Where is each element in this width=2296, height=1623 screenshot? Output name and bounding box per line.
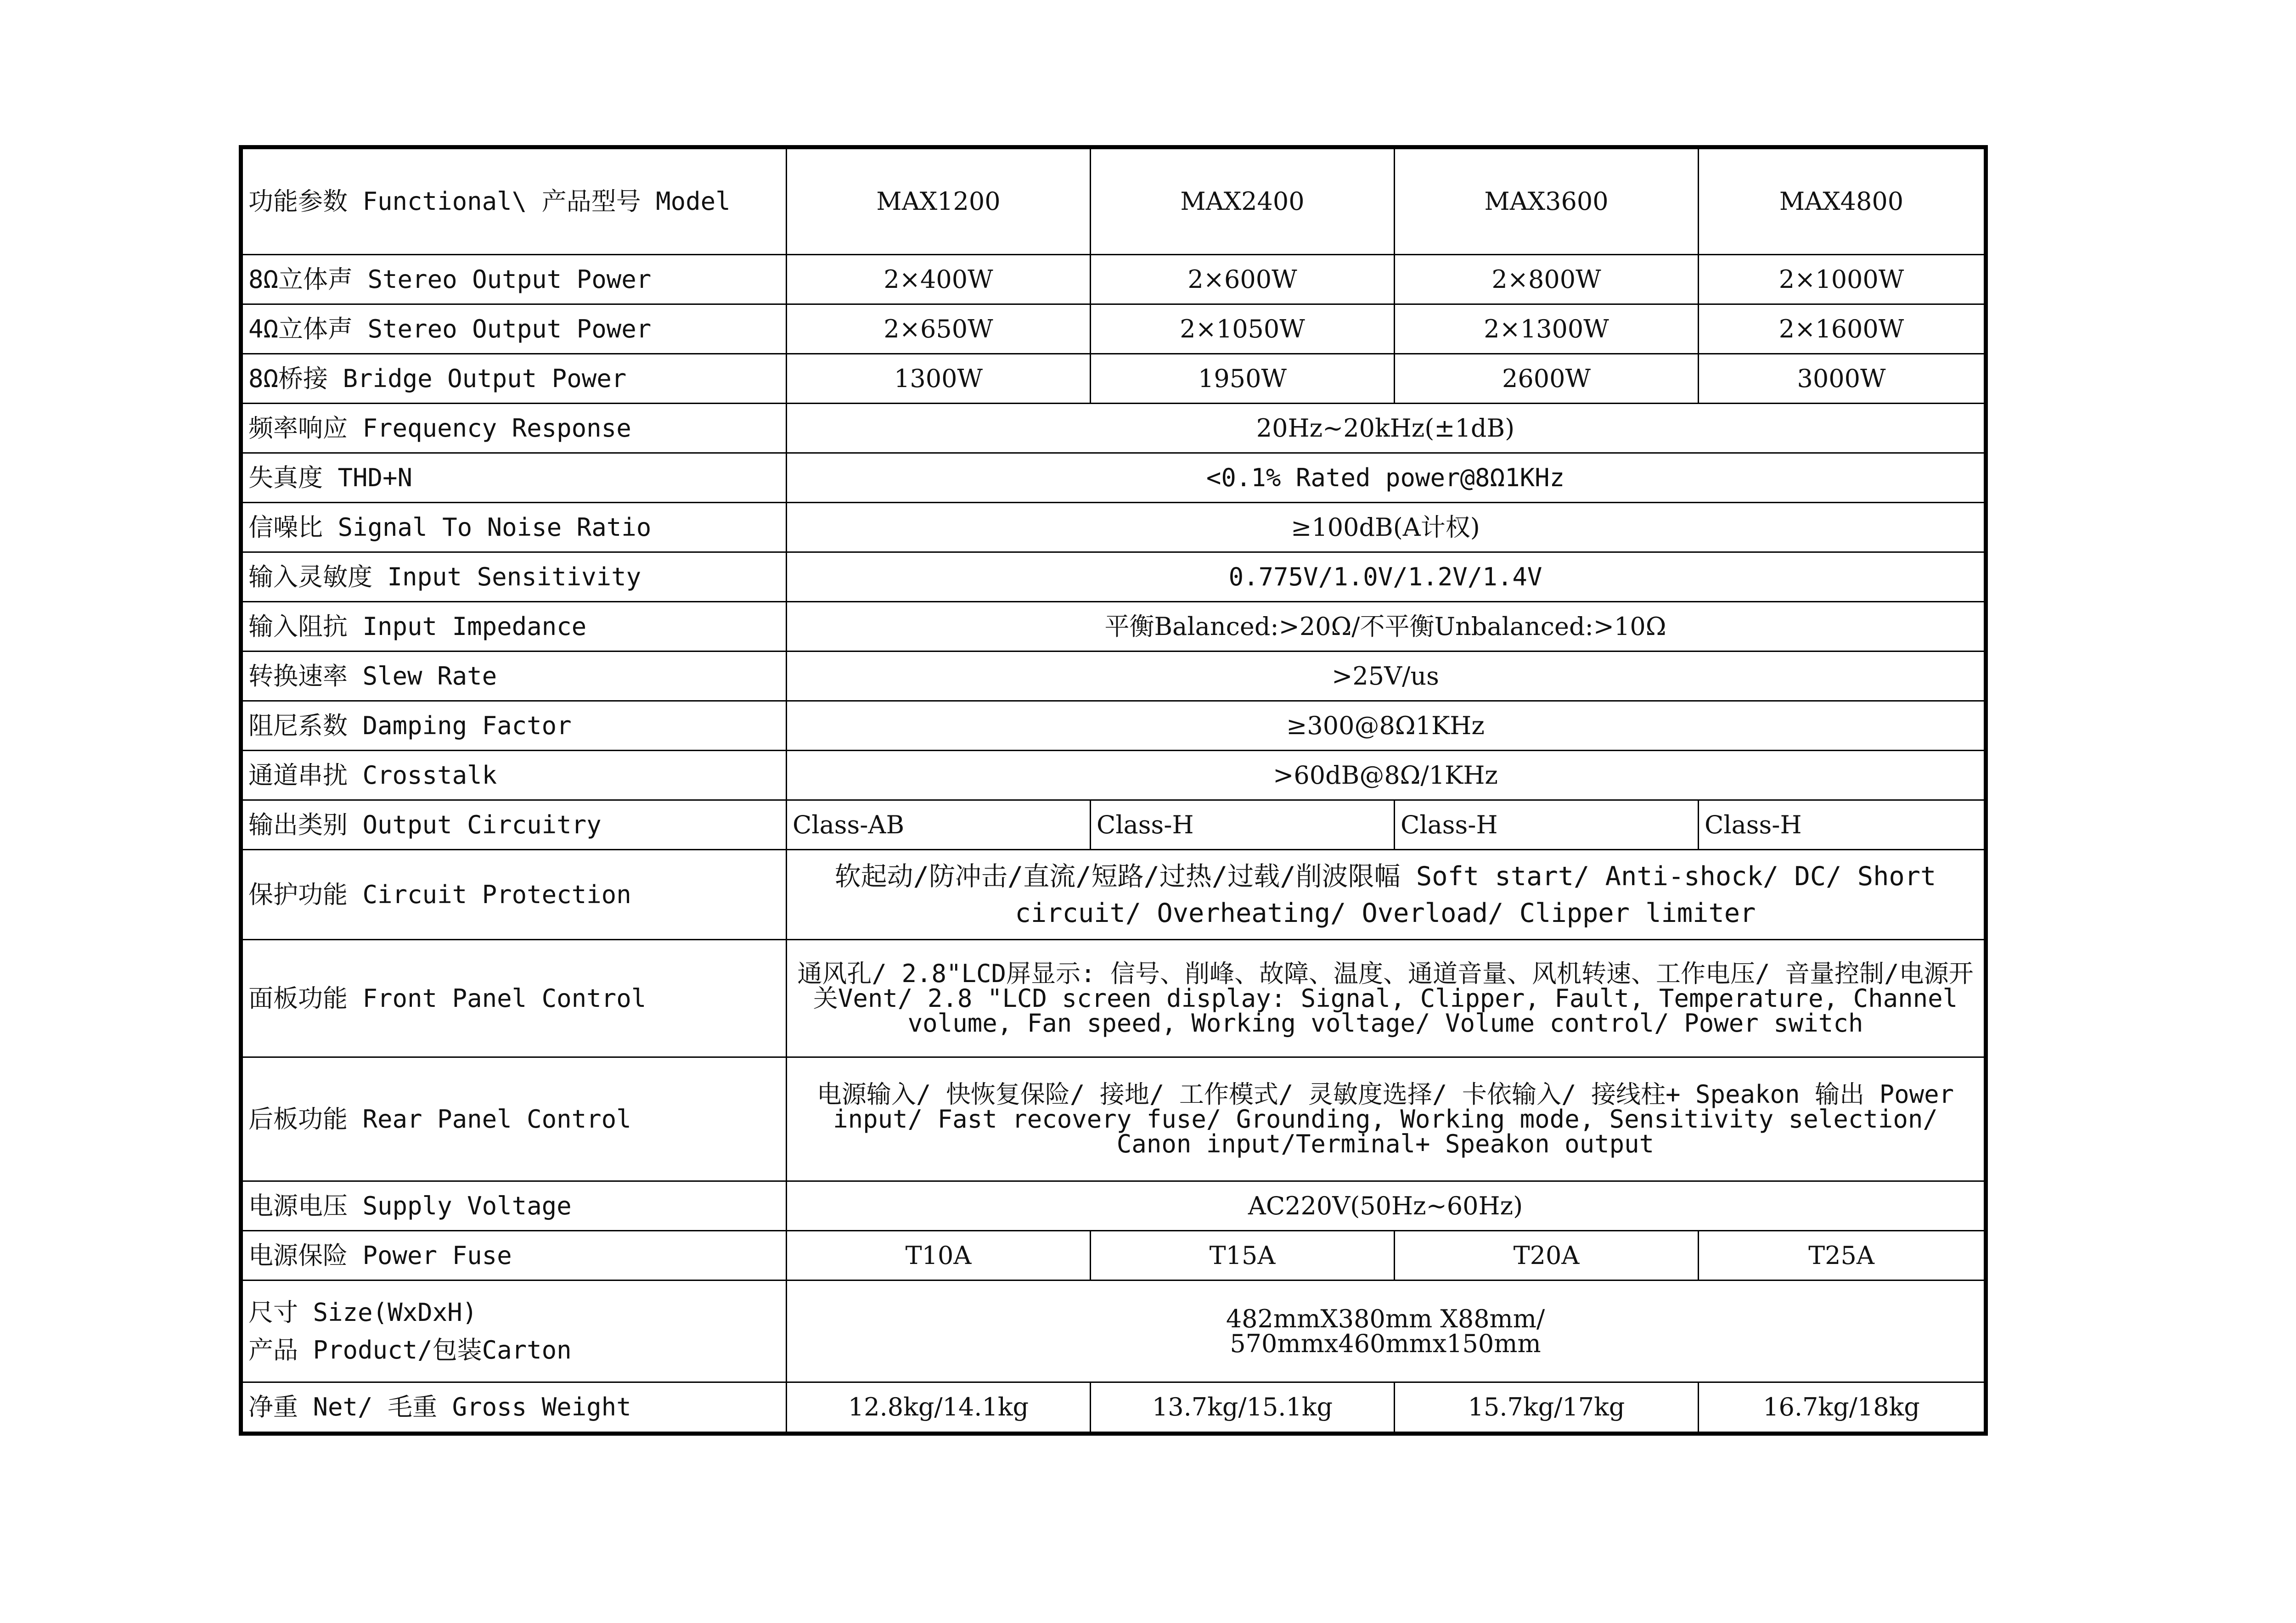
size-value-line1: 482mmX380mm X88mm/ [1226,1304,1545,1333]
row-value: ≥300@8Ω1KHz [787,701,1986,751]
row-value: AC220V(50Hz~60Hz) [787,1181,1986,1231]
table-row-front-panel [241,940,1986,1057]
row-value: 通风孔/ 2.8"LCD屏显示: 信号、削峰、故障、温度、通道音量、风机转速、工作电压/ 音量控制/电源开关Vent/ 2.8 "LCD screen display: Signal, Clipper, Fault, Temperature, Channel volume, Fan speed, Working voltage/ Volume control/ Power switch [787,940,1986,1057]
table-row-snr [241,503,1986,552]
row-label: 电源保险 Power Fuse [241,1231,787,1280]
table-row-frequency [241,404,1986,453]
row-value: 20Hz~20kHz(±1dB) [787,404,1986,453]
row-label: 8Ω立体声 Stereo Output Power [241,255,787,304]
row-value: 1300W [787,354,1091,404]
row-value: 2×1600W [1699,304,1986,354]
table-row-bridge [241,354,1986,404]
model-max2400: MAX2400 [1091,147,1395,255]
row-label: 阻尼系数 Damping Factor [241,701,787,751]
size-label-line2: 产品 Product/包装Carton [248,1335,572,1365]
table-row-slew [241,651,1986,701]
row-label: 输出类别 Output Circuitry [241,800,787,850]
row-label: 电源电压 Supply Voltage [241,1181,787,1231]
table-row-crosstalk [241,751,1986,800]
row-value: Class-H [1091,800,1395,850]
row-value: T20A [1395,1231,1699,1280]
row-value: 电源输入/ 快恢复保险/ 接地/ 工作模式/ 灵敏度选择/ 卡依输入/ 接线柱+ Speakon 输出 Power input/ Fast recovery fuse/ Grounding, Working mode, Sensitivity selection/ Canon input/Terminal+ Speakon output [787,1057,1986,1181]
row-label: 信噪比 Signal To Noise Ratio [241,503,787,552]
row-label: 4Ω立体声 Stereo Output Power [241,304,787,354]
row-value: 1950W [1091,354,1395,404]
spec-sheet [239,145,1984,1436]
row-value: 15.7kg/17kg [1395,1382,1699,1434]
table-row-fuse [241,1231,1986,1280]
row-label: 面板功能 Front Panel Control [241,940,787,1057]
row-label: 通道串扰 Crosstalk [241,751,787,800]
row-value: <0.1% Rated power@8Ω1KHz [787,453,1986,503]
table-row-size [241,1280,1986,1382]
row-value: 13.7kg/15.1kg [1091,1382,1395,1434]
table-row-stereo-4ohm [241,304,1986,354]
row-value: 2600W [1395,354,1699,404]
row-value: 平衡Balanced:>20Ω/不平衡Unbalanced:>10Ω [787,602,1986,651]
table-row-weight [241,1382,1986,1434]
table-row-sensitivity [241,552,1986,602]
row-value: 2×600W [1091,255,1395,304]
row-value: Class-H [1699,800,1986,850]
row-value: 3000W [1699,354,1986,404]
row-label: 净重 Net/ 毛重 Gross Weight [241,1382,787,1434]
row-label: 频率响应 Frequency Response [241,404,787,453]
model-max3600: MAX3600 [1395,147,1699,255]
row-label: 输入灵敏度 Input Sensitivity [241,552,787,602]
row-value: 2×1000W [1699,255,1986,304]
table-row-stereo-8ohm [241,255,1986,304]
row-value: 2×650W [787,304,1091,354]
row-label [241,1280,787,1382]
row-value: >60dB@8Ω/1KHz [787,751,1986,800]
table-row-impedance [241,602,1986,651]
row-value: 12.8kg/14.1kg [787,1382,1091,1434]
row-value: 16.7kg/18kg [1699,1382,1986,1434]
spec-table [239,145,1988,1436]
table-row-damping [241,701,1986,751]
row-value: T15A [1091,1231,1395,1280]
row-value: Class-AB [787,800,1091,850]
row-value: >25V/us [787,651,1986,701]
row-label: 输入阻抗 Input Impedance [241,602,787,651]
table-row-rear-panel [241,1057,1986,1181]
header-row [241,147,1986,255]
row-label: 保护功能 Circuit Protection [241,850,787,940]
table-row-thd [241,453,1986,503]
size-value-line2: 570mmx460mmx150mm [1230,1329,1541,1358]
row-value: 软起动/防冲击/直流/短路/过热/过载/削波限幅 Soft start/ Anti-shock/ DC/ Short circuit/ Overheating/ Overload/ Clipper limiter [787,850,1986,940]
row-value: 2×800W [1395,255,1699,304]
row-label: 后板功能 Rear Panel Control [241,1057,787,1181]
row-value [787,1280,1986,1382]
row-label: 转换速率 Slew Rate [241,651,787,701]
table-row-voltage [241,1181,1986,1231]
size-label-line1: 尺寸 Size(WxDxH) [248,1297,478,1327]
row-value: 0.775V/1.0V/1.2V/1.4V [787,552,1986,602]
row-value: 2×1050W [1091,304,1395,354]
row-value: Class-H [1395,800,1699,850]
row-value: 2×400W [787,255,1091,304]
row-value: 2×1300W [1395,304,1699,354]
row-value: T25A [1699,1231,1986,1280]
row-label: 失真度 THD+N [241,453,787,503]
row-label: 8Ω桥接 Bridge Output Power [241,354,787,404]
header-label: 功能参数 Functional\ 产品型号 Model [241,147,787,255]
model-max1200: MAX1200 [787,147,1091,255]
row-value: T10A [787,1231,1091,1280]
table-row-circuitry [241,800,1986,850]
table-row-protection [241,850,1986,940]
model-max4800: MAX4800 [1699,147,1986,255]
row-value: ≥100dB(A计权) [787,503,1986,552]
